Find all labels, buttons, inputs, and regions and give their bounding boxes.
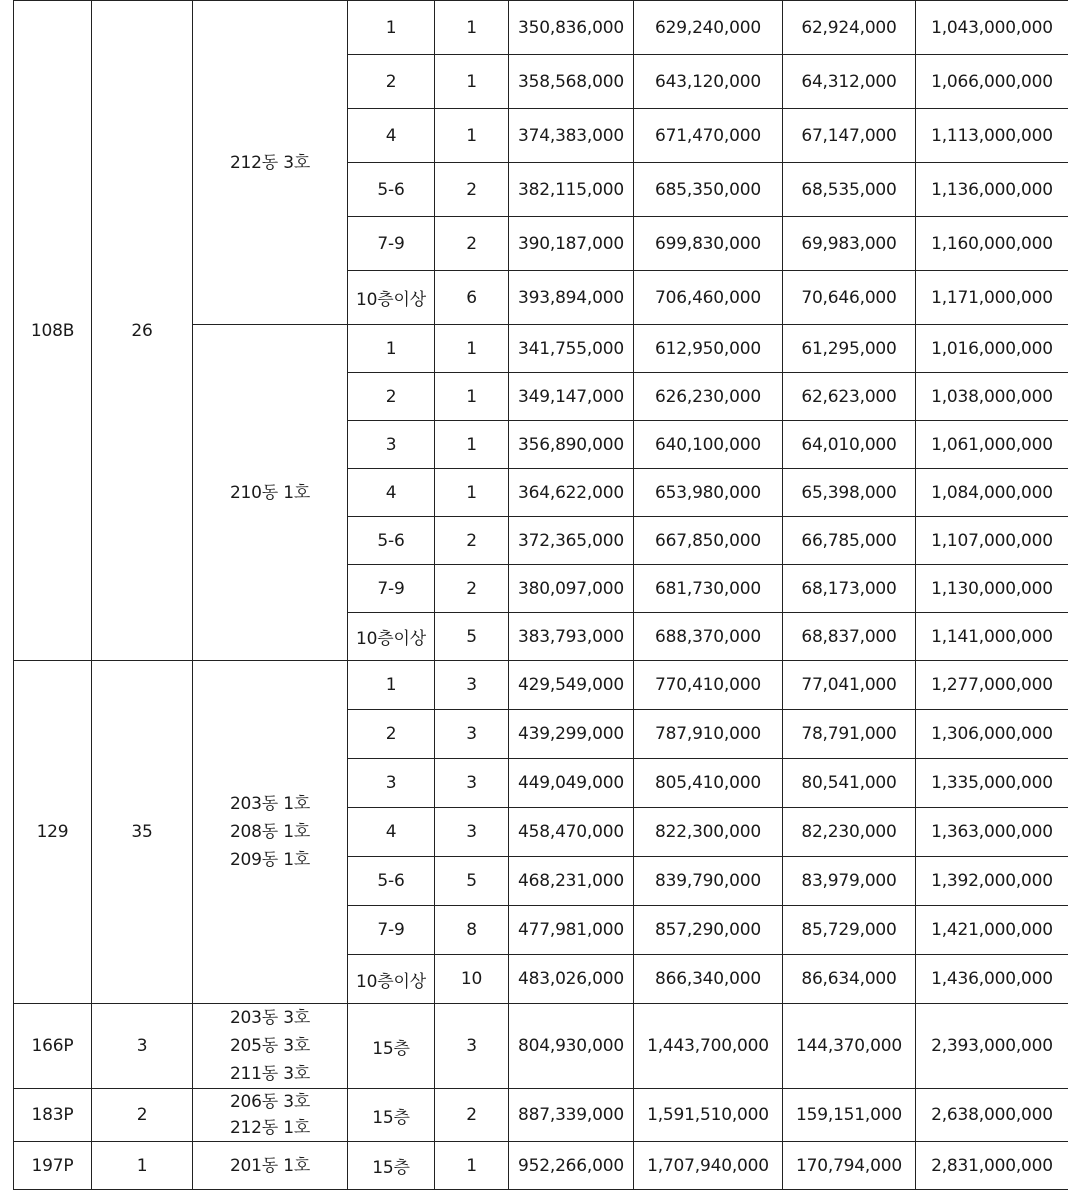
units-cell: 5 xyxy=(435,857,509,906)
price-cell-2: 1,591,510,000 xyxy=(634,1089,783,1142)
total-cell: 1,160,000,000 xyxy=(916,217,1068,271)
floor-cell: 5-6 xyxy=(348,517,435,565)
price-cell-2: 688,370,000 xyxy=(634,613,783,661)
price-cell-1: 349,147,000 xyxy=(509,373,634,421)
total-cell: 1,306,000,000 xyxy=(916,710,1068,759)
price-cell-3: 170,794,000 xyxy=(783,1142,916,1190)
price-cell-1: 952,266,000 xyxy=(509,1142,634,1190)
price-cell-2: 866,340,000 xyxy=(634,955,783,1004)
units-cell: 2 xyxy=(435,1089,509,1142)
floor-cell: 1 xyxy=(348,1,435,55)
price-cell-1: 358,568,000 xyxy=(509,55,634,109)
price-cell-2: 643,120,000 xyxy=(634,55,783,109)
price-cell-3: 86,634,000 xyxy=(783,955,916,1004)
price-cell-1: 804,930,000 xyxy=(509,1004,634,1089)
price-cell-2: 626,230,000 xyxy=(634,373,783,421)
count-cell: 35 xyxy=(92,661,193,1004)
price-cell-3: 70,646,000 xyxy=(783,271,916,325)
total-cell: 1,107,000,000 xyxy=(916,517,1068,565)
floor-cell: 5-6 xyxy=(348,163,435,217)
price-cell-1: 468,231,000 xyxy=(509,857,634,906)
price-cell-2: 629,240,000 xyxy=(634,1,783,55)
price-cell-2: 857,290,000 xyxy=(634,906,783,955)
units-cell: 3 xyxy=(435,1004,509,1089)
table-row xyxy=(14,661,1068,710)
total-cell: 1,171,000,000 xyxy=(916,271,1068,325)
count-cell: 3 xyxy=(92,1004,193,1089)
price-cell-1: 374,383,000 xyxy=(509,109,634,163)
floor-cell: 10층이상 xyxy=(348,613,435,661)
units-cell: 1 xyxy=(435,55,509,109)
units-cell: 1 xyxy=(435,1,509,55)
units-cell: 2 xyxy=(435,565,509,613)
price-cell-3: 67,147,000 xyxy=(783,109,916,163)
floor-cell: 7-9 xyxy=(348,217,435,271)
units-cell: 8 xyxy=(435,906,509,955)
price-cell-3: 61,295,000 xyxy=(783,325,916,373)
price-cell-2: 667,850,000 xyxy=(634,517,783,565)
units-cell: 1 xyxy=(435,373,509,421)
price-cell-1: 439,299,000 xyxy=(509,710,634,759)
floor-cell: 7-9 xyxy=(348,565,435,613)
floor-cell: 1 xyxy=(348,325,435,373)
price-cell-1: 429,549,000 xyxy=(509,661,634,710)
price-cell-1: 483,026,000 xyxy=(509,955,634,1004)
price-cell-3: 68,173,000 xyxy=(783,565,916,613)
price-cell-2: 706,460,000 xyxy=(634,271,783,325)
units-cell: 3 xyxy=(435,661,509,710)
price-table xyxy=(13,0,1068,1190)
table-row xyxy=(14,1004,1068,1089)
price-cell-1: 350,836,000 xyxy=(509,1,634,55)
total-cell: 1,277,000,000 xyxy=(916,661,1068,710)
table-row xyxy=(14,1142,1068,1190)
building-cell: 212동 3호 xyxy=(193,1,348,325)
floor-cell: 2 xyxy=(348,55,435,109)
price-cell-1: 380,097,000 xyxy=(509,565,634,613)
price-cell-1: 887,339,000 xyxy=(509,1089,634,1142)
price-cell-1: 458,470,000 xyxy=(509,808,634,857)
price-cell-1: 393,894,000 xyxy=(509,271,634,325)
total-cell: 1,136,000,000 xyxy=(916,163,1068,217)
price-cell-1: 364,622,000 xyxy=(509,469,634,517)
total-cell: 1,130,000,000 xyxy=(916,565,1068,613)
building-cell: 203동 3호 205동 3호 211동 3호 xyxy=(193,1004,348,1089)
floor-cell: 7-9 xyxy=(348,906,435,955)
units-cell: 3 xyxy=(435,759,509,808)
price-cell-2: 612,950,000 xyxy=(634,325,783,373)
total-cell: 2,831,000,000 xyxy=(916,1142,1068,1190)
type-cell: 183P xyxy=(14,1089,92,1142)
units-cell: 1 xyxy=(435,421,509,469)
total-cell: 2,393,000,000 xyxy=(916,1004,1068,1089)
units-cell: 1 xyxy=(435,469,509,517)
floor-cell: 3 xyxy=(348,421,435,469)
total-cell: 1,392,000,000 xyxy=(916,857,1068,906)
price-cell-2: 1,707,940,000 xyxy=(634,1142,783,1190)
price-cell-3: 85,729,000 xyxy=(783,906,916,955)
total-cell: 1,335,000,000 xyxy=(916,759,1068,808)
price-cell-2: 685,350,000 xyxy=(634,163,783,217)
price-cell-2: 822,300,000 xyxy=(634,808,783,857)
price-cell-3: 77,041,000 xyxy=(783,661,916,710)
units-cell: 10 xyxy=(435,955,509,1004)
units-cell: 2 xyxy=(435,217,509,271)
building-cell: 210동 1호 xyxy=(193,325,348,661)
type-cell: 129 xyxy=(14,661,92,1004)
floor-cell: 4 xyxy=(348,808,435,857)
floor-cell: 15층 xyxy=(348,1004,435,1089)
price-cell-3: 69,983,000 xyxy=(783,217,916,271)
price-cell-3: 64,010,000 xyxy=(783,421,916,469)
floor-cell: 10층이상 xyxy=(348,271,435,325)
price-cell-3: 144,370,000 xyxy=(783,1004,916,1089)
floor-cell: 4 xyxy=(348,109,435,163)
price-cell-3: 78,791,000 xyxy=(783,710,916,759)
price-cell-1: 390,187,000 xyxy=(509,217,634,271)
total-cell: 1,066,000,000 xyxy=(916,55,1068,109)
price-cell-3: 65,398,000 xyxy=(783,469,916,517)
price-cell-2: 681,730,000 xyxy=(634,565,783,613)
price-cell-3: 159,151,000 xyxy=(783,1089,916,1142)
price-cell-3: 66,785,000 xyxy=(783,517,916,565)
units-cell: 3 xyxy=(435,710,509,759)
total-cell: 1,043,000,000 xyxy=(916,1,1068,55)
price-cell-2: 1,443,700,000 xyxy=(634,1004,783,1089)
type-cell: 108B xyxy=(14,1,92,661)
count-cell: 2 xyxy=(92,1089,193,1142)
total-cell: 1,421,000,000 xyxy=(916,906,1068,955)
price-cell-2: 671,470,000 xyxy=(634,109,783,163)
units-cell: 6 xyxy=(435,271,509,325)
floor-cell: 2 xyxy=(348,373,435,421)
building-cell: 206동 3호 212동 1호 xyxy=(193,1089,348,1142)
units-cell: 1 xyxy=(435,1142,509,1190)
price-cell-3: 62,623,000 xyxy=(783,373,916,421)
price-cell-3: 68,837,000 xyxy=(783,613,916,661)
price-cell-1: 341,755,000 xyxy=(509,325,634,373)
price-cell-3: 83,979,000 xyxy=(783,857,916,906)
price-cell-2: 787,910,000 xyxy=(634,710,783,759)
floor-cell: 5-6 xyxy=(348,857,435,906)
type-cell: 197P xyxy=(14,1142,92,1190)
total-cell: 1,141,000,000 xyxy=(916,613,1068,661)
total-cell: 1,061,000,000 xyxy=(916,421,1068,469)
price-cell-2: 699,830,000 xyxy=(634,217,783,271)
price-cell-3: 62,924,000 xyxy=(783,1,916,55)
table-row xyxy=(14,1,1068,55)
total-cell: 1,113,000,000 xyxy=(916,109,1068,163)
units-cell: 5 xyxy=(435,613,509,661)
units-cell: 1 xyxy=(435,325,509,373)
units-cell: 2 xyxy=(435,163,509,217)
price-cell-2: 770,410,000 xyxy=(634,661,783,710)
price-cell-1: 383,793,000 xyxy=(509,613,634,661)
total-cell: 1,084,000,000 xyxy=(916,469,1068,517)
floor-cell: 15층 xyxy=(348,1089,435,1142)
floor-cell: 10층이상 xyxy=(348,955,435,1004)
building-cell: 201동 1호 xyxy=(193,1142,348,1190)
price-cell-3: 68,535,000 xyxy=(783,163,916,217)
total-cell: 1,016,000,000 xyxy=(916,325,1068,373)
price-cell-2: 640,100,000 xyxy=(634,421,783,469)
price-cell-1: 477,981,000 xyxy=(509,906,634,955)
total-cell: 1,038,000,000 xyxy=(916,373,1068,421)
units-cell: 1 xyxy=(435,109,509,163)
price-cell-2: 805,410,000 xyxy=(634,759,783,808)
price-cell-1: 449,049,000 xyxy=(509,759,634,808)
floor-cell: 4 xyxy=(348,469,435,517)
count-cell: 26 xyxy=(92,1,193,661)
units-cell: 3 xyxy=(435,808,509,857)
price-cell-2: 839,790,000 xyxy=(634,857,783,906)
floor-cell: 2 xyxy=(348,710,435,759)
price-cell-1: 372,365,000 xyxy=(509,517,634,565)
price-cell-3: 80,541,000 xyxy=(783,759,916,808)
type-cell: 166P xyxy=(14,1004,92,1089)
price-cell-2: 653,980,000 xyxy=(634,469,783,517)
building-cell: 203동 1호 208동 1호 209동 1호 xyxy=(193,661,348,1004)
total-cell: 1,363,000,000 xyxy=(916,808,1068,857)
price-cell-3: 82,230,000 xyxy=(783,808,916,857)
total-cell: 2,638,000,000 xyxy=(916,1089,1068,1142)
units-cell: 2 xyxy=(435,517,509,565)
floor-cell: 3 xyxy=(348,759,435,808)
floor-cell: 1 xyxy=(348,661,435,710)
table-row xyxy=(14,1089,1068,1142)
count-cell: 1 xyxy=(92,1142,193,1190)
floor-cell: 15층 xyxy=(348,1142,435,1190)
price-cell-1: 382,115,000 xyxy=(509,163,634,217)
total-cell: 1,436,000,000 xyxy=(916,955,1068,1004)
price-cell-1: 356,890,000 xyxy=(509,421,634,469)
price-cell-3: 64,312,000 xyxy=(783,55,916,109)
